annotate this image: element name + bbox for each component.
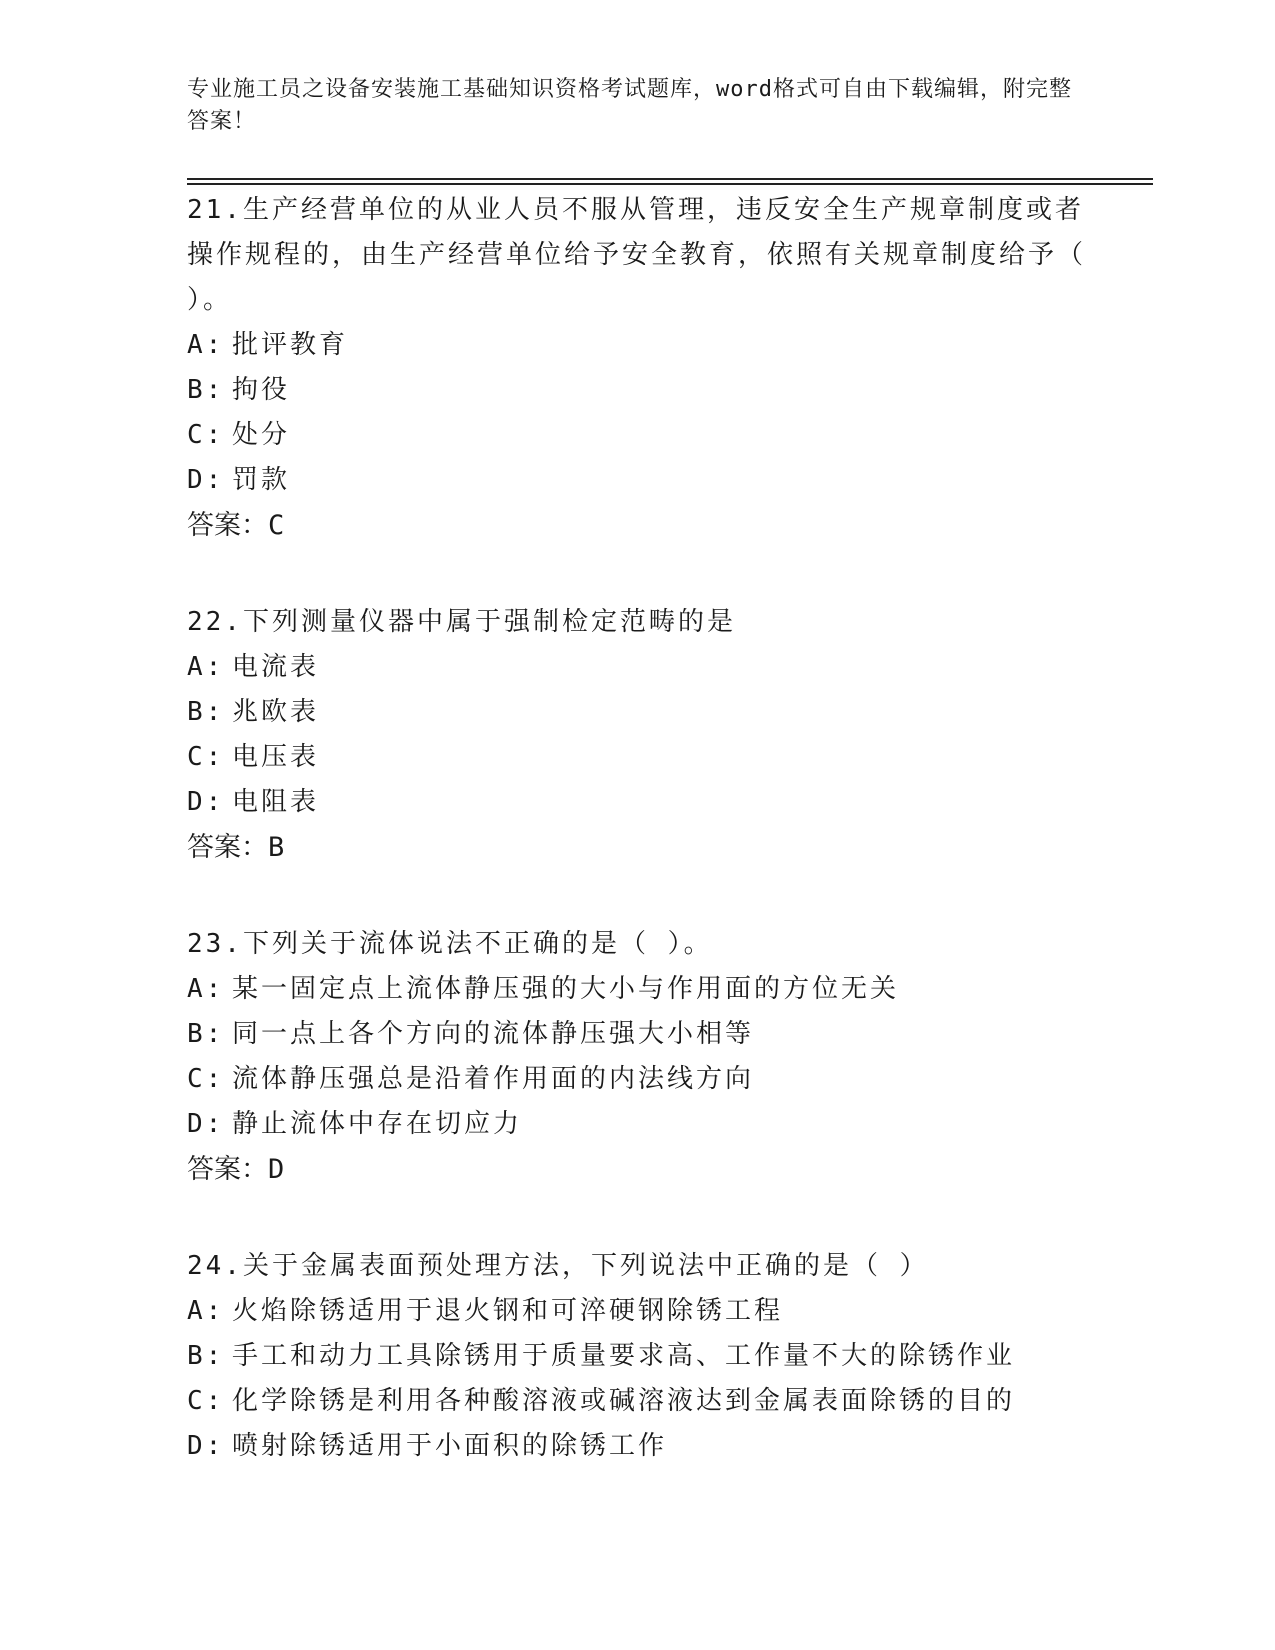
option-key: D:: [187, 1109, 225, 1139]
option-c: [187, 413, 1087, 458]
question-22: [187, 600, 1087, 870]
option-key: C:: [187, 742, 225, 772]
option-d: [187, 780, 1087, 825]
option-d: [187, 458, 1087, 503]
question-stem: [187, 922, 1087, 967]
header-divider-bottom: [187, 183, 1153, 185]
question-text: 下列关于流体说法不正确的是（ ）。: [242, 929, 713, 959]
option-key: D:: [187, 465, 225, 495]
option-b: [187, 1334, 1087, 1379]
option-a: [187, 323, 1087, 368]
answer-label: 答案：: [187, 1154, 268, 1185]
question-stem: [187, 600, 1087, 645]
option-text: 流体静压强总是沿着作用面的内法线方向: [232, 1064, 755, 1094]
question-list: [187, 188, 1087, 1521]
option-key: B:: [187, 1019, 225, 1049]
option-text: 处分: [232, 420, 291, 450]
question-24: [187, 1244, 1087, 1469]
option-text: 某一固定点上流体静压强的大小与作用面的方位无关: [232, 974, 900, 1004]
question-text: 关于金属表面预处理方法，下列说法中正确的是（ ）: [242, 1251, 929, 1281]
option-b: [187, 368, 1087, 413]
option-text: 罚款: [232, 465, 291, 495]
option-text: 批评教育: [232, 330, 349, 360]
question-stem: [187, 1244, 1087, 1289]
option-key: C:: [187, 1064, 225, 1094]
option-key: D:: [187, 787, 225, 817]
option-text: 同一点上各个方向的流体静压强大小相等: [232, 1019, 755, 1049]
answer-line: [187, 825, 1087, 870]
option-text: 喷射除锈适用于小面积的除锈工作: [232, 1431, 668, 1461]
header-divider-top: [187, 178, 1153, 180]
question-number: 23.: [187, 929, 243, 959]
question-number: 24.: [187, 1251, 243, 1281]
question-text: 生产经营单位的从业人员不服从管理，违反安全生产规章制度或者操作规程的，由生产经营单位给予安全教育，依照有关规章制度给予（ ）。: [187, 195, 1087, 315]
option-key: C:: [187, 420, 225, 450]
question-number: 22.: [187, 607, 243, 637]
option-text: 电阻表: [232, 787, 320, 817]
option-text: 手工和动力工具除锈用于质量要求高、工作量不大的除锈作业: [232, 1341, 1016, 1371]
document-header: 专业施工员之设备安装施工基础知识资格考试题库，word格式可自由下载编辑，附完整答案！: [187, 77, 1072, 134]
option-key: A:: [187, 1296, 225, 1326]
option-a: [187, 645, 1087, 690]
question-23: [187, 922, 1087, 1192]
option-text: 兆欧表: [232, 697, 320, 727]
option-text: 拘役: [232, 375, 291, 405]
option-key: D:: [187, 1431, 225, 1461]
option-b: [187, 690, 1087, 735]
option-d: [187, 1424, 1087, 1469]
option-text: 静止流体中存在切应力: [232, 1109, 523, 1139]
option-a: [187, 967, 1087, 1012]
option-text: 电压表: [232, 742, 320, 772]
answer-value: D: [268, 1154, 285, 1185]
option-a: [187, 1289, 1087, 1334]
answer-value: B: [268, 832, 285, 863]
answer-line: [187, 1147, 1087, 1192]
option-key: B:: [187, 375, 225, 405]
option-c: [187, 1379, 1087, 1424]
option-key: A:: [187, 974, 225, 1004]
answer-label: 答案：: [187, 832, 268, 863]
question-number: 21.: [187, 195, 243, 225]
option-key: B:: [187, 697, 225, 727]
answer-line: [187, 503, 1087, 548]
option-text: 电流表: [232, 652, 320, 682]
answer-value: C: [268, 510, 285, 541]
option-c: [187, 735, 1087, 780]
option-key: C:: [187, 1386, 225, 1416]
option-key: A:: [187, 652, 225, 682]
option-key: B:: [187, 1341, 225, 1371]
question-text: 下列测量仪器中属于强制检定范畴的是: [242, 607, 736, 637]
option-key: A:: [187, 330, 225, 360]
option-text: 火焰除锈适用于退火钢和可淬硬钢除锈工程: [232, 1296, 784, 1326]
option-c: [187, 1057, 1087, 1102]
question-stem: [187, 188, 1087, 323]
question-21: [187, 188, 1087, 548]
option-b: [187, 1012, 1087, 1057]
answer-label: 答案：: [187, 510, 268, 541]
option-text: 化学除锈是利用各种酸溶液或碱溶液达到金属表面除锈的目的: [232, 1386, 1016, 1416]
option-d: [187, 1102, 1087, 1147]
